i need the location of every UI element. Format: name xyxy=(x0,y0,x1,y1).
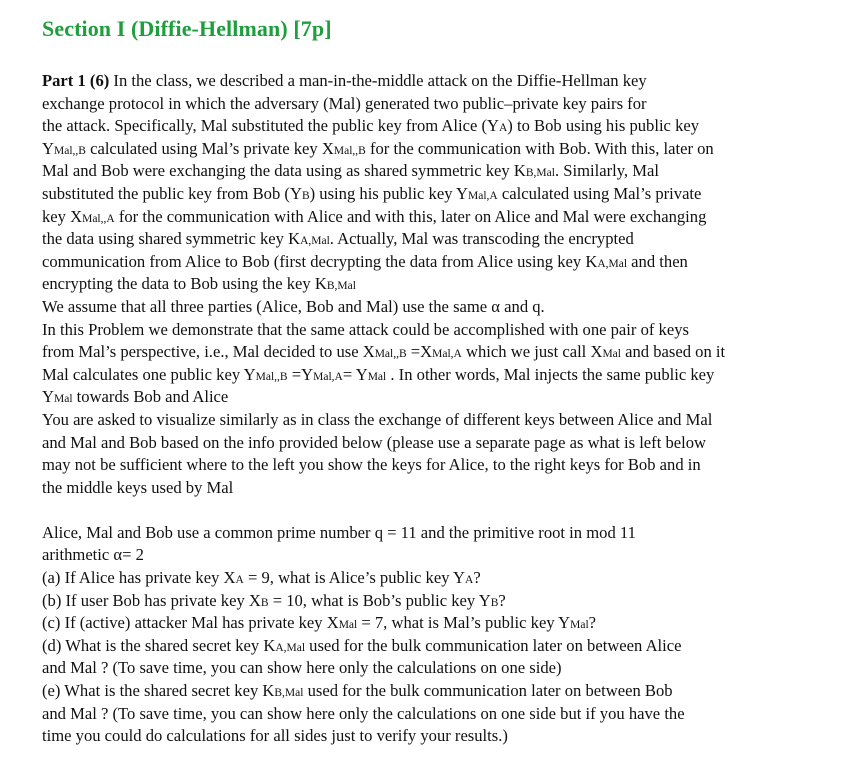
question-d-cont: and Mal ? (To save time, you can show here only the calculations on one side) xyxy=(42,658,562,678)
text-line: the middle keys used by Mal xyxy=(42,477,234,497)
text-line: the attack. Specifically, Mal substituted the public key from Alice (YA) to Bob using his public key xyxy=(42,116,700,136)
question-e: (e) What is the shared secret key KB,Mal used for the bulk communication later on between Bob xyxy=(42,681,673,701)
text-line: communication from Alice to Bob (first decrypting the data from Alice using key KA,Mal and then xyxy=(42,251,688,271)
part-label: Part 1 (6) xyxy=(42,71,110,90)
paragraph-gap xyxy=(42,499,832,522)
question-d: (d) What is the shared secret key KA,Mal used for the bulk communication later on between Alice xyxy=(42,635,682,655)
text-line: from Mal’s perspective, i.e., Mal decided to use XMal,,B =XMal,A which we just call XMal and based on it xyxy=(42,342,726,362)
text-line: encrypting the data to Bob using the key KB,Mal xyxy=(42,274,356,294)
question-c: (c) If (active) attacker Mal has private key XMal = 7, what is Mal’s public key YMal? xyxy=(42,613,597,633)
question-e-cont: time you could do calculations for all sides just to verify your results.) xyxy=(42,726,508,746)
text-line: exchange protocol in which the adversary (Mal) generated two public–private key pairs for xyxy=(42,93,647,113)
text-line: may not be sufficient where to the left you show the keys for Alice, to the right keys for Bob and in xyxy=(42,455,701,475)
document-body xyxy=(42,70,832,748)
problem-line: arithmetic α= 2 xyxy=(42,545,144,565)
text-line: YMal,,B calculated using Mal’s private key XMal,,B for the communication with Bob. With this, later on xyxy=(42,138,714,158)
section-title: Section I (Diffie-Hellman) [7p] xyxy=(42,16,332,41)
text-line: the data using shared symmetric key KA,Mal. Actually, Mal was transcoding the encrypted xyxy=(42,229,634,249)
text-line: Mal calculates one public key YMal,,B =YMal,A= YMal . In other words, Mal injects the same public key xyxy=(42,364,715,384)
problem-line: Alice, Mal and Bob use a common prime number q = 11 and the primitive root in mod 11 xyxy=(42,522,636,542)
text-line: YMal towards Bob and Alice xyxy=(42,387,229,407)
text-line: substituted the public key from Bob (YB) using his public key YMal,A calculated using Mal’s private xyxy=(42,183,702,203)
text-line: We assume that all three parties (Alice, Bob and Mal) use the same α and q. xyxy=(42,296,545,316)
question-b: (b) If user Bob has private key XB = 10, what is Bob’s public key YB? xyxy=(42,590,506,610)
text-line: Part 1 (6) In the class, we described a man-in-the-middle attack on the Diffie-Hellman key xyxy=(42,71,647,90)
text-line: key XMal,,A for the communication with Alice and with this, later on Alice and Mal were exchanging xyxy=(42,206,707,226)
question-e-cont: and Mal ? (To save time, you can show here only the calculations on one side but if you have the xyxy=(42,703,685,723)
question-a: (a) If Alice has private key XA = 9, what is Alice’s public key YA? xyxy=(42,568,481,588)
text-line: and Mal and Bob based on the info provided below (please use a separate page as what is left below xyxy=(42,432,707,452)
text-line: You are asked to visualize similarly as in class the exchange of different keys between Alice and Mal xyxy=(42,409,713,429)
text-line: In this Problem we demonstrate that the same attack could be accomplished with one pair of keys xyxy=(42,319,689,339)
text-line: Mal and Bob were exchanging the data using as shared symmetric key KB,Mal. Similarly, Mal xyxy=(42,161,659,181)
